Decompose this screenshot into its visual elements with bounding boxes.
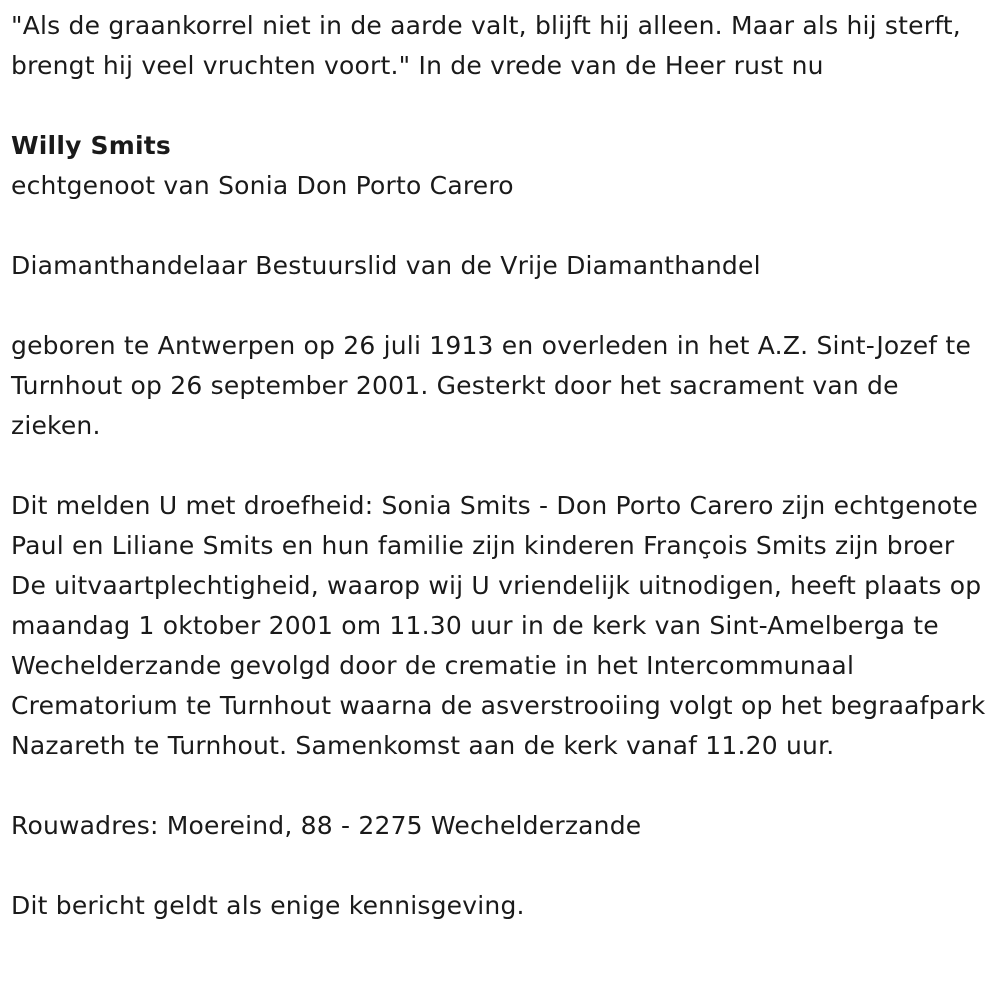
mourning-address: Rouwadres: Moereind, 88 - 2275 Wechelderzande	[11, 811, 642, 840]
closing-line: Dit bericht geldt als enige kennisgeving.	[11, 891, 525, 920]
opening-quote: "Als de graankorrel niet in de aarde valt, blijft hij alleen. Maar als hij sterft, brengt hij veel vruchten voort." In de vrede van de Heer rust nu	[11, 11, 961, 80]
announcement-paragraph: Dit melden U met droefheid: Sonia Smits - Don Porto Carero zijn echtgenote Paul en Liliane Smits en hun familie zijn kinderen François Smits zijn broer De uitvaartplechtigheid, waarop wij U vriendelijk uitnodigen, heeft plaats op maandag 1 oktober 2001 om 11.30 uur in de kerk van Sint-Amelberga te Wechelderzande gevolgd door de crematie in het Intercommunaal Crematorium te Turnhout waarna de asverstrooiing volgt op het begraafpark Nazareth te Turnhout. Samenkomst aan de kerk vanaf 11.20 uur.	[11, 491, 986, 760]
life-dates-paragraph: geboren te Antwerpen op 26 juli 1913 en overleden in het A.Z. Sint-Jozef te Turnhout op 26 september 2001. Gesterkt door het sacrament van de zieken.	[11, 331, 972, 440]
obituary-notice	[11, 6, 993, 926]
deceased-name: Willy Smits	[11, 131, 171, 160]
spouse-line: echtgenoot van Sonia Don Porto Carero	[11, 171, 514, 200]
profession-line: Diamanthandelaar Bestuurslid van de Vrije Diamanthandel	[11, 251, 761, 280]
